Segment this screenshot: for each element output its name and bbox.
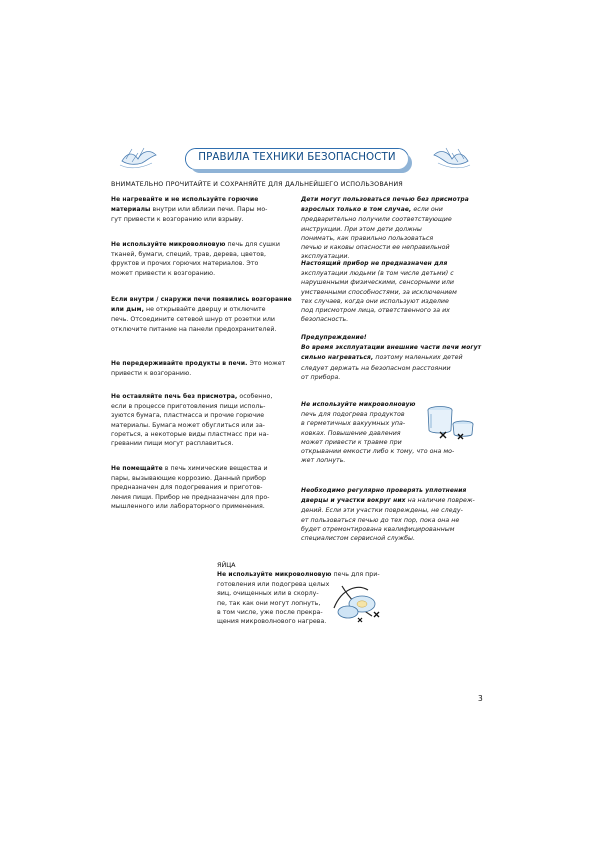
- text-line: отключите питание на панели предохранителей.: [111, 325, 277, 333]
- sealed-jars-illustration: [418, 402, 476, 442]
- text-line: тех случаев, когда они используют изделие: [301, 297, 449, 305]
- bold-lead: Не оставляйте печь без присмотра,: [111, 394, 238, 400]
- text-line: дений. Если эти участки повреждены, не следу-: [301, 507, 463, 515]
- text-line: ет пользоваться печью до тех пор, пока она не: [301, 516, 460, 524]
- text-line: гут привести к возгоранию или взрыву.: [111, 216, 244, 224]
- text-line: не открывайте дверцу и отключите: [143, 306, 266, 314]
- text-line: тканей, бумаги, специй, трав, дерева, цветов,: [111, 251, 266, 259]
- right-doves-illustration: [430, 145, 472, 171]
- right-paragraph-4: [301, 486, 481, 543]
- text-line: на наличие повреж-: [405, 497, 475, 505]
- text-line: ковках. Повышение давления: [301, 429, 401, 437]
- text-line: мышленного или лабораторного применения.: [111, 502, 265, 510]
- text-line: может привести к травме при: [301, 438, 402, 446]
- bold-lead: дверцы и участки вокруг них: [301, 498, 406, 505]
- bold-lead: Не передерживайте продукты в печи.: [111, 361, 248, 367]
- left-paragraph-6: [111, 464, 297, 511]
- text-line: может привести к возгоранию.: [111, 269, 216, 277]
- text-line: следует держать на безопасном расстоянии: [301, 364, 451, 372]
- text-line: предварительно получили соответствующие: [301, 216, 452, 224]
- text-line: понимать, как правильно пользоваться: [301, 234, 434, 242]
- text-line: в герметичных вакуумных упа-: [301, 420, 406, 428]
- text-line: специалистом сервисной службы.: [301, 535, 415, 543]
- text-line: пары, вызывающие коррозию. Данный прибор: [111, 475, 266, 483]
- left-paragraph-4: [111, 359, 297, 378]
- left-paragraph-2: [111, 240, 297, 278]
- bold-lead: Не используйте микроволновую: [301, 402, 416, 408]
- text-line: печь для при-: [331, 571, 380, 578]
- bold-lead: материалы: [111, 207, 151, 214]
- eggs-heading: ЯЙЦА: [217, 561, 236, 569]
- bold-lead: или дым,: [111, 307, 144, 314]
- text-line: пе, так как они могут лопнуть,: [217, 599, 321, 607]
- text-line: ления пищи. Прибор не предназначен для про-: [111, 493, 270, 501]
- text-line: Это может: [247, 360, 286, 367]
- bold-lead: Настоящий прибор не предназначен для: [301, 261, 448, 267]
- bold-lead: взрослых только в том случае,: [301, 207, 412, 214]
- bold-lead: Во время эксплуатации внешние части печи могут: [301, 345, 482, 352]
- text-line: зуются бумага, пластмасса и прочие горючие: [111, 412, 265, 420]
- text-line: печь для подогрева продуктов: [301, 411, 405, 419]
- text-line: от прибора.: [301, 373, 341, 381]
- text-line: если они: [411, 206, 443, 214]
- bold-lead: Если внутри / снаружи печи появились возгорание: [111, 297, 292, 303]
- text-line: если в процессе приготовления пищи исполь-: [111, 403, 266, 411]
- text-line: печь для сушки: [225, 241, 280, 248]
- right-paragraph-1: [301, 195, 481, 261]
- bold-lead: Необходимо регулярно проверять уплотнения: [301, 488, 467, 494]
- text-line: материалы. Бумага может обуглиться или за-: [111, 421, 265, 429]
- left-paragraph-3: [111, 295, 297, 334]
- text-line: умственными способностями, за исключением: [301, 288, 457, 296]
- text-line: открывании емкости либо к тому, что она мо-: [301, 448, 455, 456]
- text-line: гореться, а некоторые виды пластмасс при на-: [111, 430, 269, 438]
- bold-lead: Не нагревайте и не используйте горючие: [111, 197, 259, 203]
- text-line: жет лопнуть.: [301, 457, 346, 465]
- left-paragraph-1: [111, 195, 297, 225]
- text-line: гревании пищи могут расплавиться.: [111, 440, 234, 448]
- text-line: фруктов и прочих горючих материалов. Это: [111, 260, 259, 268]
- left-paragraph-5: [111, 392, 297, 448]
- left-doves-illustration: [118, 145, 160, 171]
- warning-title: Предупреждение!: [301, 335, 367, 341]
- bold-lead: Дети могут пользоваться печью без присмотра: [301, 197, 469, 203]
- text-line: нарушенными физическими, сенсорными или: [301, 279, 455, 287]
- text-line: яиц, очищенных или в скорлу-: [217, 590, 319, 598]
- text-line: в печь химические вещества и: [162, 465, 268, 472]
- right-paragraph-2: [301, 259, 481, 324]
- instruction-subtitle: ВНИМАТЕЛЬНО ПРОЧИТАЙТЕ И СОХРАНЯЙТЕ ДЛЯ ДАЛЬНЕЙШЕГО ИСПОЛЬЗОВАНИЯ: [111, 180, 403, 188]
- text-line: поэтому маленьких детей: [373, 354, 463, 362]
- text-line: щения микроволнового нагрева.: [217, 618, 327, 626]
- text-line: инструкции. При этом дети должны: [301, 225, 422, 233]
- bold-lead: Не используйте микроволновую: [111, 242, 226, 248]
- bold-lead: сильно нагреваться,: [301, 355, 374, 362]
- section-title-banner: [185, 148, 409, 170]
- text-line: под присмотром лица, ответственного за их: [301, 307, 450, 315]
- text-line: печь. Отсоедините сетевой шнур от розетки или: [111, 316, 275, 324]
- page-number: 3: [478, 694, 483, 703]
- bold-lead: Не используйте микроволновую: [217, 572, 332, 578]
- eggs-illustration: [328, 578, 390, 626]
- text-line: в том числе, уже после прекра-: [217, 608, 323, 616]
- text-line: печью и каковы опасности ее неправильной: [301, 244, 450, 252]
- warning-paragraph: [301, 333, 481, 382]
- text-line: эксплуатации.: [301, 253, 350, 261]
- text-line: предназначен для подогревания и приготов-: [111, 484, 263, 492]
- text-line: безопасность.: [301, 316, 349, 324]
- text-line: особенно,: [237, 393, 273, 400]
- text-line: внутри или вблизи печи. Пары мо-: [150, 206, 268, 214]
- bold-lead: Не помещайте: [111, 466, 163, 472]
- text-line: привести к возгоранию.: [111, 370, 192, 378]
- section-title: ПРАВИЛА ТЕХНИКИ БЕЗОПАСНОСТИ: [198, 151, 396, 163]
- text-line: будет отремонтирована квалифицированным: [301, 525, 455, 533]
- text-line: эксплуатации людьми (в том числе детьми) с: [301, 270, 454, 278]
- text-line: готовления или подогрева целых: [217, 581, 330, 589]
